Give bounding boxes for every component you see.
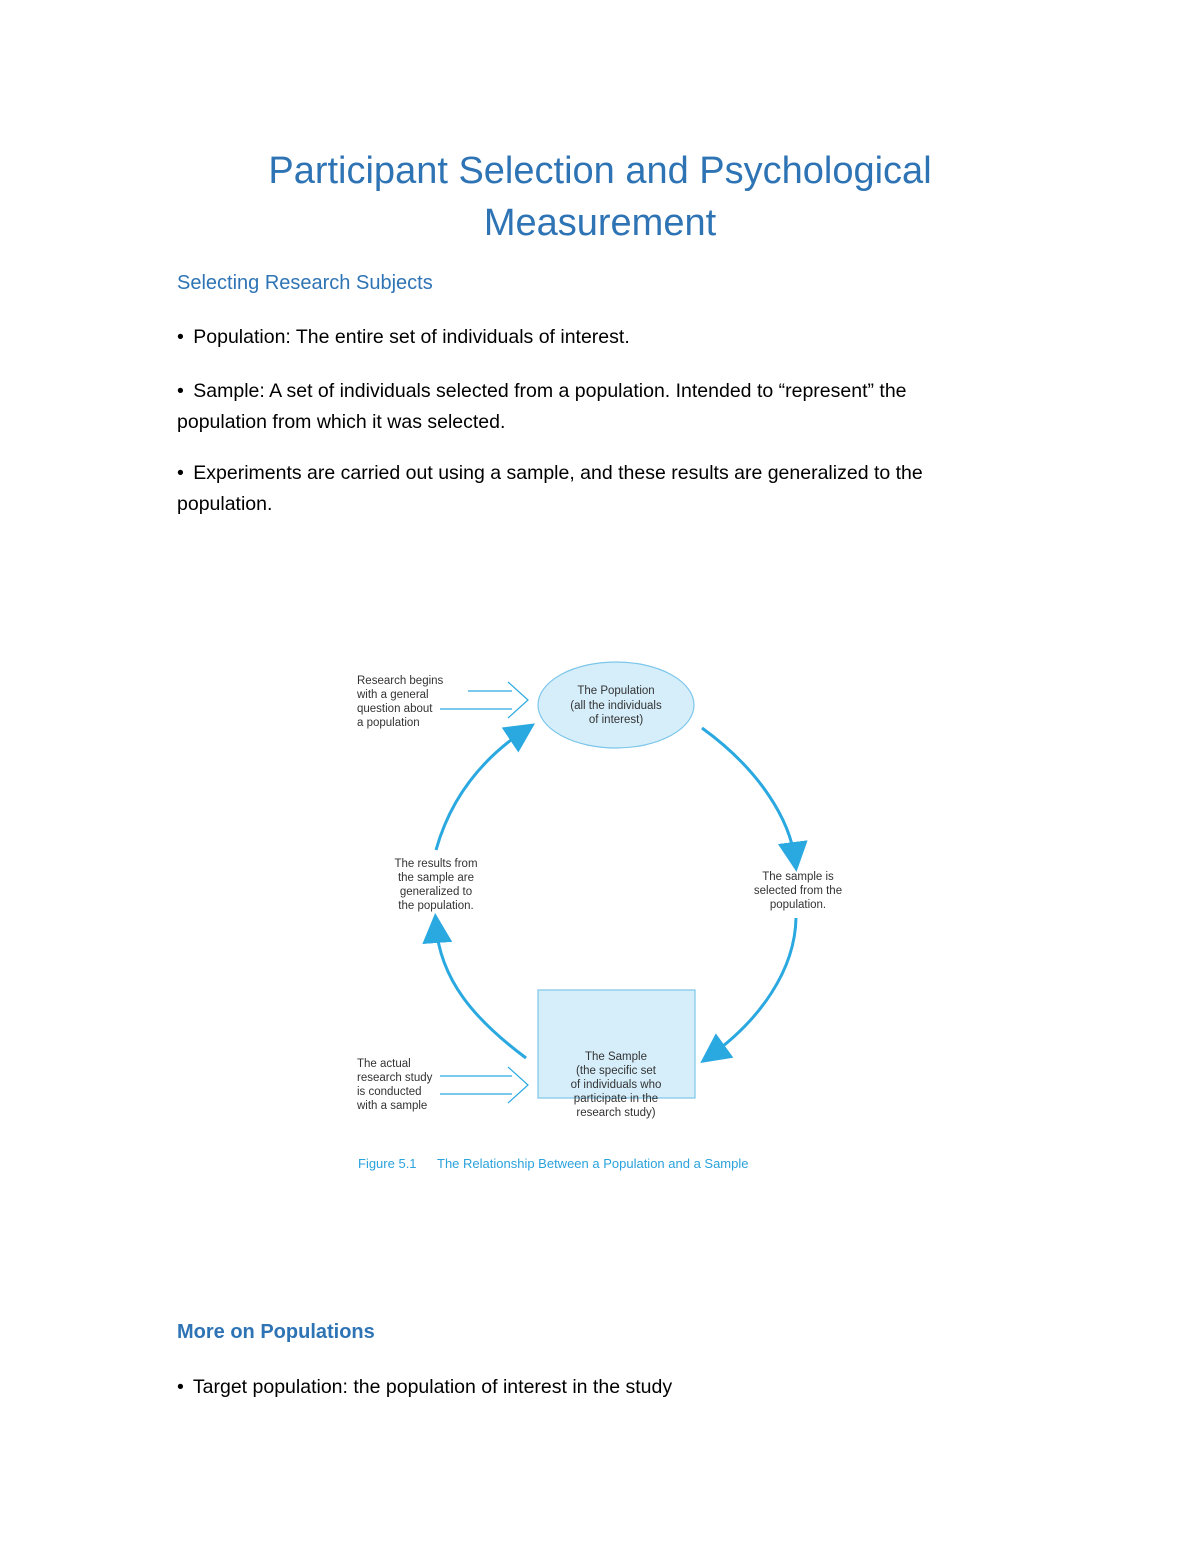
- arrow-into-population: [440, 682, 528, 718]
- bullet-target-population: [177, 1372, 1017, 1403]
- sample-selected-1: selected from the: [753, 885, 843, 897]
- page-title: [200, 145, 1000, 249]
- arrow-population-to-selected: [702, 728, 795, 860]
- bullet-population: [177, 322, 1017, 353]
- page-title-line2: Measurement: [483, 202, 717, 244]
- sample-label-4: research study): [576, 1107, 656, 1119]
- figure-caption-text: The Relationship Between a Population and a Sample: [437, 1156, 749, 1171]
- sample-label-0: The Sample: [584, 1051, 648, 1063]
- bullet-text: Population: The entire set of individuals of interest.: [193, 326, 630, 348]
- arrow-into-sample: [440, 1067, 528, 1103]
- bullet-marker: •: [177, 462, 184, 484]
- results-generalized-2: generalized to: [399, 886, 473, 898]
- actual-study-0: The actual: [357, 1058, 411, 1070]
- results-generalized-3: the population.: [398, 900, 474, 912]
- actual-study-2: is conducted: [357, 1086, 422, 1098]
- results-generalized-0: The results from: [394, 858, 478, 870]
- results-generalized-1: the sample are: [397, 872, 475, 884]
- arrow-results-to-population: [436, 730, 525, 850]
- bullet-text-line2: population.: [177, 493, 273, 515]
- population-label-0: The Population: [577, 685, 655, 697]
- bullet-marker: •: [177, 1376, 184, 1398]
- bullet-text-line2: population from which it was selected.: [177, 411, 506, 433]
- bullet-experiments: [177, 458, 1017, 520]
- sample-label-3: participate in the: [573, 1093, 659, 1105]
- bullet-marker: •: [177, 380, 184, 402]
- sample-selected-0: The sample is: [762, 871, 834, 883]
- figure-caption-number: Figure 5.1: [358, 1156, 417, 1171]
- figure-population-sample: [340, 660, 843, 1180]
- arrow-selected-to-sample: [710, 918, 796, 1056]
- actual-study-3: with a sample: [357, 1100, 428, 1112]
- sample-label-1: (the specific set: [576, 1065, 656, 1077]
- bullet-text-line1: Sample: A set of individuals selected from a population. Intended to “represent” the: [193, 380, 907, 402]
- bullet-text-line1: Experiments are carried out using a sample, and these results are generalized to the: [193, 462, 923, 484]
- actual-study-1: research study: [357, 1072, 433, 1084]
- research-begins-3: a population: [357, 717, 420, 729]
- section-heading-selecting-subjects: Selecting Research Subjects: [177, 272, 433, 294]
- sample-label-2: of individuals who: [570, 1079, 662, 1091]
- page-title-line1: Participant Selection and Psychological: [268, 150, 932, 192]
- bullet-marker: •: [177, 326, 184, 348]
- arrow-sample-to-results: [436, 925, 526, 1058]
- bullet-text: Target population: the population of interest in the study: [192, 1376, 673, 1398]
- population-label-2: of interest): [588, 714, 644, 726]
- research-begins-1: with a general: [357, 689, 429, 701]
- research-begins-0: Research begins: [357, 675, 444, 687]
- figure-diagram: [340, 660, 843, 1180]
- research-begins-2: question about: [357, 703, 433, 715]
- sample-selected-2: population.: [769, 899, 827, 911]
- bullet-sample: [177, 376, 1017, 438]
- section-heading-more-on-populations: More on Populations: [177, 1321, 375, 1343]
- population-label-1: (all the individuals: [570, 700, 662, 712]
